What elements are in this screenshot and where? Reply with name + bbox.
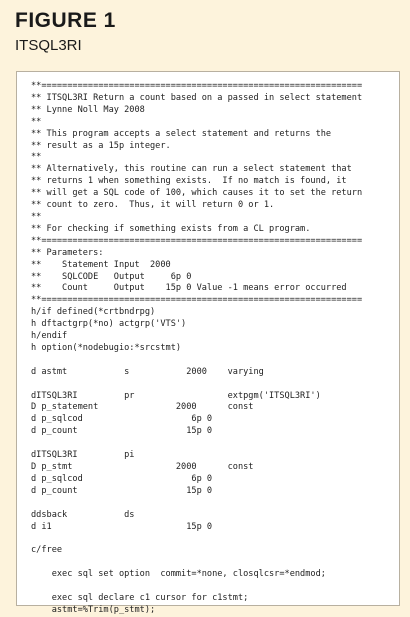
code-line: ** This program accepts a select statement and returns the xyxy=(31,128,332,139)
code-line: d p_sqlcod 6p 0 xyxy=(31,414,213,425)
figure-label: FIGURE 1 xyxy=(15,9,116,32)
code-line: ** Parameters: xyxy=(31,247,104,258)
code-line: ** result as a 15p integer. xyxy=(31,140,171,151)
code-line: ** count to zero. Thus, it will return 0 or 1. xyxy=(31,200,275,211)
code-line: ** xyxy=(31,211,42,222)
code-line: dITSQL3RI pr extpgm('ITSQL3RI') xyxy=(31,390,321,401)
code-line: ** For checking if something exists from a CL program. xyxy=(31,223,311,234)
code-line: d i1 15p 0 xyxy=(31,521,213,532)
code-line: **============================================================== xyxy=(31,295,363,306)
code-line: **============================================================== xyxy=(31,235,363,246)
code-line: d p_count 15p 0 xyxy=(31,426,213,437)
code-line: ddsback ds xyxy=(31,509,135,520)
code-line: ** Lynne Noll May 2008 xyxy=(31,104,145,115)
code-line: d p_count 15p 0 xyxy=(31,485,213,496)
code-line: ** xyxy=(31,116,42,127)
code-line: astmt=%Trim(p_stmt); xyxy=(31,604,156,615)
code-line: h dftactgrp(*no) actgrp('VTS') xyxy=(31,319,187,330)
code-line: h/if defined(*crtbndrpg) xyxy=(31,307,156,318)
code-line: ** Statement Input 2000 xyxy=(31,259,171,270)
code-line: exec sql declare c1 cursor for c1stmt; xyxy=(31,592,249,603)
code-line: ** ITSQL3RI Return a count based on a passed in select statement xyxy=(31,92,363,103)
code-line: h option(*nodebugio:*srcstmt) xyxy=(31,342,182,353)
code-line: c/free xyxy=(31,545,63,556)
code-line: ** Count Output 15p 0 Value -1 means error occurred xyxy=(31,283,347,294)
code-line: d astmt s 2000 varying xyxy=(31,366,264,377)
code-line: D p_stmt 2000 const xyxy=(31,462,254,472)
code-line: ** SQLCODE Output 6p 0 xyxy=(31,271,192,282)
figure-title: ITSQL3RI xyxy=(15,37,82,54)
code-line: D p_statement 2000 const xyxy=(31,402,254,413)
code-line: d p_sqlcod 6p 0 xyxy=(31,473,213,484)
code-line: ** Alternatively, this routine can run a select statement that xyxy=(31,164,352,175)
code-line: dITSQL3RI pi xyxy=(31,450,135,461)
code-listing-box xyxy=(16,71,400,615)
code-line: ** xyxy=(31,152,42,163)
code-line: ** returns 1 when something exists. If no match is found, it xyxy=(31,176,347,187)
code-listing xyxy=(31,81,362,617)
code-line: exec sql set option commit=*none, closqlcsr=*endmod; xyxy=(31,569,326,580)
code-line: ** will get a SQL code of 100, which causes it to set the return xyxy=(31,188,363,199)
code-line: h/endif xyxy=(31,331,68,342)
code-line: **============================================================== xyxy=(31,81,363,91)
